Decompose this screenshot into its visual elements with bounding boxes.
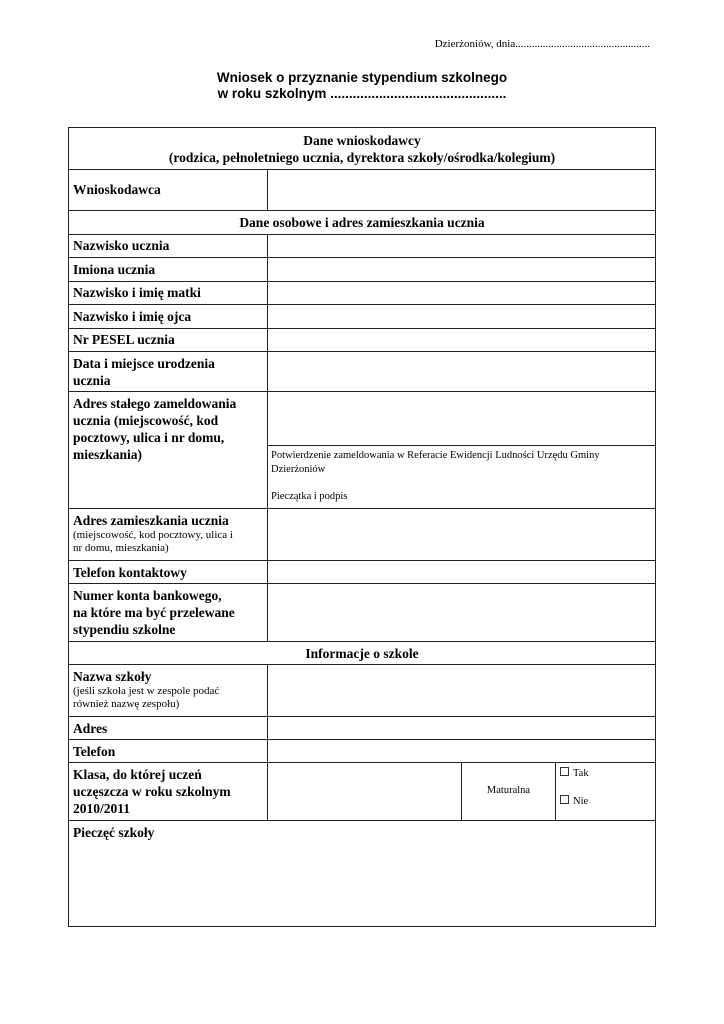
residence-address-field[interactable] (268, 509, 655, 560)
student-surname-label: Nazwisko ucznia (73, 238, 170, 253)
bank-account-label (69, 587, 267, 638)
pesel-label: Nr PESEL ucznia (73, 332, 175, 347)
school-name-title: Nazwa szkoły (73, 669, 152, 684)
applicant-section-heading (69, 132, 655, 166)
pesel-field[interactable] (268, 329, 655, 351)
student-first-names-label: Imiona ucznia (73, 262, 156, 277)
applicant-field[interactable] (268, 170, 655, 210)
class-label: Klasa, do której uczeń uczęszcza w roku szkolnym 2010/2011 (73, 767, 231, 816)
row-divider (68, 926, 656, 927)
registration-confirmation-note (268, 449, 655, 504)
contact-phone-field[interactable] (268, 561, 655, 583)
school-name-field[interactable] (268, 665, 655, 716)
birth-date-place-field[interactable] (268, 352, 655, 391)
form-title (0, 70, 724, 102)
applicant-heading-subtitle: (rodzica, pełnoletniego ucznia, dyrektora szkoły/ośrodka/kolegium) (168, 150, 556, 165)
maturalna-label: Maturalna (486, 785, 531, 796)
row-divider (68, 210, 656, 211)
father-name-label: Nazwisko i imię ojca (73, 309, 192, 324)
registered-address-field[interactable] (268, 392, 655, 445)
title-line-2: w roku szkolnym ............................................... (217, 86, 507, 101)
school-address-label: Adres (73, 721, 108, 736)
residence-address-label (69, 512, 267, 555)
school-name-label (69, 668, 267, 711)
mother-name-label: Nazwisko i imię matki (73, 285, 201, 300)
registration-confirmation-text: Potwierdzenie zameldowania w Referacie Ewidencji Ludności Urzędu Gminy Dzierżoniów (271, 450, 600, 475)
option-nie[interactable] (556, 795, 655, 807)
school-section-heading: Informacje o szkole (305, 646, 419, 661)
applicant-heading-title: Dane wnioskodawcy (303, 133, 421, 148)
bank-account-line-1: Numer konta bankowego, (73, 588, 222, 603)
birth-date-place-label: Data i miejsce urodzenia ucznia (73, 356, 215, 388)
residence-address-title: Adres zamieszkania ucznia (73, 513, 229, 528)
option-nie-label: Nie (573, 796, 589, 807)
school-stamp-area[interactable] (69, 842, 655, 926)
bank-account-line-3: stypendiu szkolne (73, 622, 176, 637)
date-line: Dzierżoniów, dnia................................................. (434, 38, 650, 50)
mother-name-field[interactable] (268, 282, 655, 304)
father-name-field[interactable] (268, 305, 655, 328)
option-tak[interactable] (556, 767, 655, 779)
school-stamp-label: Pieczęć szkoły (73, 825, 155, 840)
bank-account-field[interactable] (268, 584, 655, 641)
class-field[interactable] (268, 763, 461, 820)
row-divider (268, 445, 656, 446)
residence-address-hint: (miejscowość, kod pocztowy, ulica i nr domu, mieszkania) (73, 529, 233, 554)
bank-account-line-2: na które ma być przelewane (73, 605, 235, 620)
student-surname-field[interactable] (268, 235, 655, 257)
row-divider (68, 641, 656, 642)
student-section-heading: Dane osobowe i adres zamieszkania ucznia (239, 215, 485, 230)
student-first-names-field[interactable] (268, 258, 655, 281)
school-address-field[interactable] (268, 717, 655, 739)
option-tak-label: Tak (573, 768, 589, 779)
table-border-right (655, 127, 656, 927)
row-divider (68, 127, 656, 128)
checkbox-nie[interactable] (560, 795, 569, 804)
registered-address-label: Adres stałego zameldowania ucznia (miejscowość, kod pocztowy, ulica i nr domu, mieszkania) (73, 396, 237, 462)
school-name-hint: (jeśli szkoła jest w zespole podać również nazwę zespołu) (73, 685, 220, 710)
title-line-1: Wniosek o przyznanie stypendium szkolnego (216, 70, 508, 85)
school-phone-field[interactable] (268, 740, 655, 762)
school-phone-label: Telefon (73, 744, 116, 759)
stamp-signature-text: Pieczątka i podpis (271, 491, 348, 502)
contact-phone-label: Telefon kontaktowy (73, 565, 187, 580)
checkbox-tak[interactable] (560, 767, 569, 776)
applicant-label: Wnioskodawca (73, 182, 161, 197)
row-divider (68, 820, 656, 821)
